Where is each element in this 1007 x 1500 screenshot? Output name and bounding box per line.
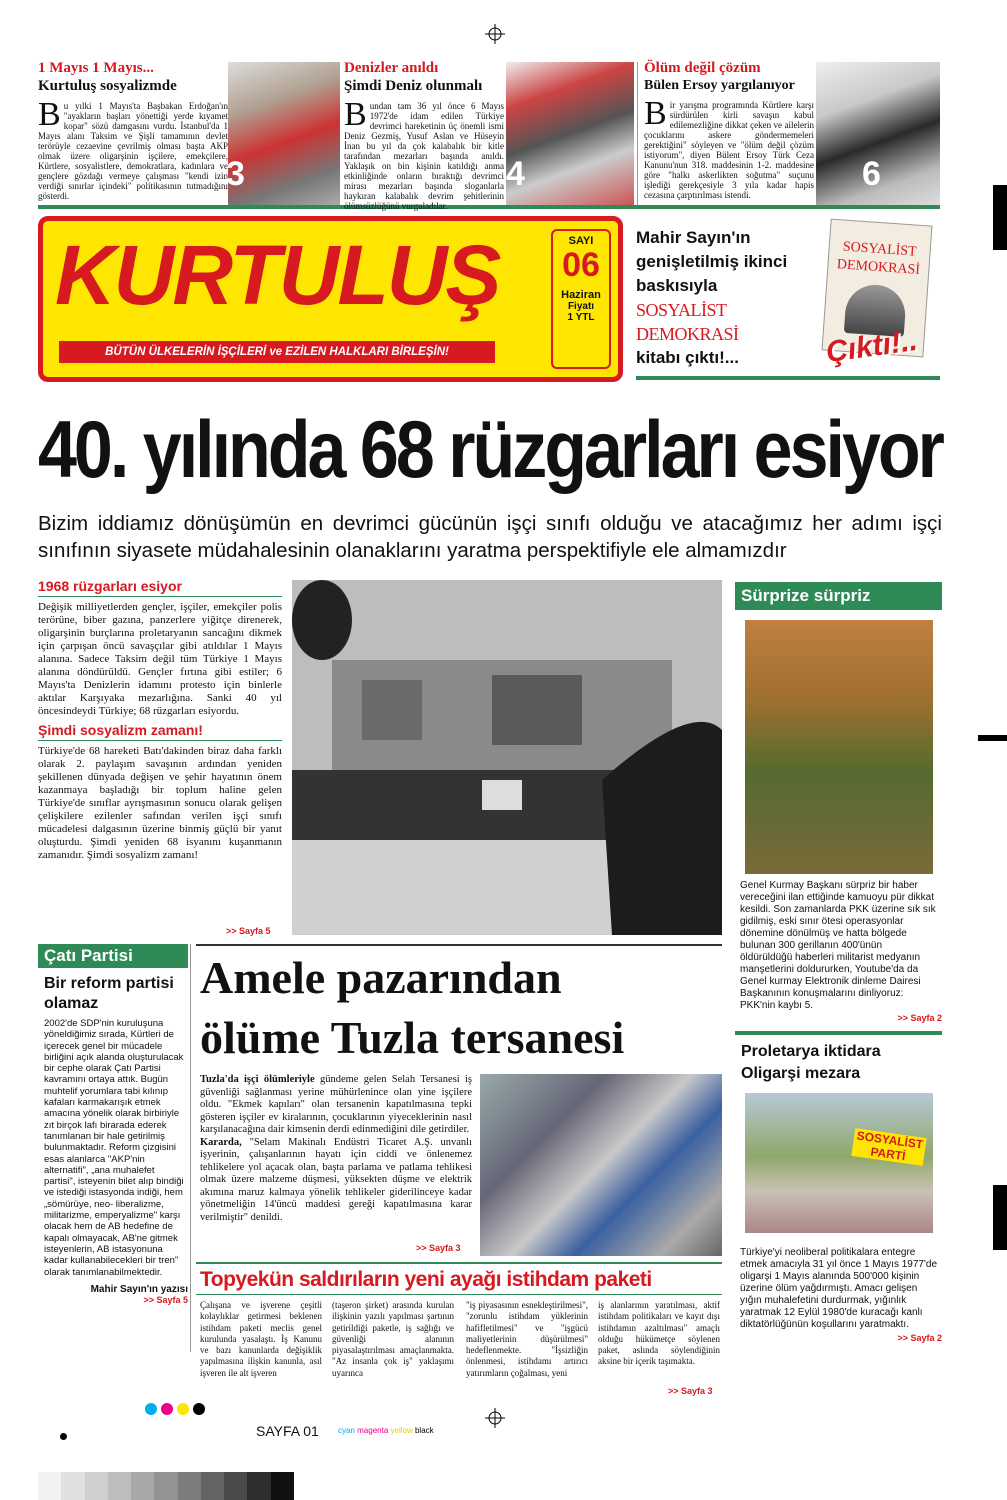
gray-step [61,1472,84,1500]
gray-step [178,1472,201,1500]
book-cikti: Çıktı!.. [824,323,920,370]
book-ad-line4: kitabı çıktı!... [636,348,739,367]
issue-label: SAYI [568,235,594,247]
gray-step [247,1472,270,1500]
istihdam-ref[interactable]: >> Sayfa 3 [668,1386,713,1396]
teaser-2-title: Denizler anıldı [344,60,439,76]
dot-magenta [161,1403,173,1415]
book-ad-line2: genişletilmiş ikinci [636,252,788,271]
tuzla-text: Tuzla'da işçi ölümleriyle gündeme gelen Selah Tersanesi iş güvenliği sağlanması yerine mühürlenince olan yine işçilere oldu. "Ekmek kapıları" olan tersanenin kapatılmasına tepki gösteren işçiler ev kiralarının, çocuklarının yiyeceklerinin nasıl karşılanacağına dair kimsenin derdi edinmediğini dile getirdiler. Kararda, "Selam Makinalı Endüstri Ticaret A.Ş. unvanlı işyerinin, çalışanlarının hayatı için ciddi ve önlenemez tehlikelere yol açacak olan, başta parlama ve patlama tehlikesi olmak üzere malzeme düşmesi, yüksekten düşme ve elektrik akımına maruz kalmaya yönelik tehlikeler giderilinceye kadar yönetmeliğin 14'üncü maddesi gereği kapatılmasına karar verilmiştir" denildi. [200,1074,473,1223]
teaser-3-subtitle: Bülen Ersoy yargılanıyor [644,78,795,93]
istihdam-col4: iş alanlarının yaratılması, aktif istihdam politikaları ve kayıt dışı istihdamın azaltılması" amaçlı olduğu hükümetçe söylenen paket, aslında söylendiğinin aksine bir içerik taşımakta. [598,1300,720,1367]
istihdam-underline [196,1294,722,1295]
book-ad-line3: baskısıyla [636,276,718,295]
left-ref[interactable]: >> Sayfa 5 [226,926,271,936]
right-box-surprise [735,582,942,1352]
right-photo-banner: SOSYALİST PARTİ [851,1128,926,1166]
right-photo-1 [745,620,933,874]
issue-month: Haziran [561,289,601,301]
istihdam-col3: "iş piyasasının esnekleştirilmesi", "zorunlu istihdam yüklerinin hafifletilmesi" ve "işgücü maliyetlerinin düşürülmesi" hedeflenmekte. "İşsizliğin önlenmesi, istihdamı artırıcı yatırımların çoğalması, yeni [466,1300,588,1378]
teaser-3-title: Ölüm değil çözüm [644,60,761,76]
right-ref1[interactable]: >> Sayfa 2 [897,1013,942,1023]
color-dots [145,1402,215,1416]
cati-sub: Bir reform partisi olamaz [44,975,174,1012]
tuzla-bottom-line [196,1262,722,1264]
footer-magenta: magenta [357,1426,389,1435]
tuzla-h1: Amele pazarından [200,952,562,1003]
bullet-dot [60,1433,67,1440]
footer-colors [338,1426,434,1435]
footer-cyan: cyan [338,1426,355,1435]
istihdam-col2: (taşeron şirket) arasında kurulan ilişkinin yazılı yapılması şartının getirildiği paketle, iş sağlığı ve güvenliği alanının piyasalaştırılması amaçlanmakta. "Az insanla çok iş" yaklaşımı uyarınca [332,1300,454,1378]
teaser-2-text: Bundan tam 36 yıl önce 6 Mayıs 1972'de idam edilen Türkiye devrimci hareketinin üç önemli ismi Deniz Gezmiş, Yusuf Aslan ve Hüseyin İnan bu yıl da çok kalabalık bir kitle tarafından mezarları başında anıldı. Yaklaşık on bin kişinin katıldığı anma etkinliğinde onların bıraktığı devrimci mirası mezarları başında sloganlarla haykıran kalabalık devrim şehitlerinin ölümsüzlüğünü vurguladılar. [344,96,504,211]
right-ref2[interactable]: >> Sayfa 2 [897,1333,942,1343]
teaser-1-subtitle: Kurtuluş sosyalizmde [38,78,177,94]
right-h2b: Oligarşi mezara [741,1065,861,1082]
teaser-box-3[interactable] [644,60,814,205]
istihdam-col1: Çalışana ve işverene çeşitli kolaylıklar getirmesi beklenen istihdam paketi meclis genel kurulunda yasalaştı. İş Kanunu ve bazı kanunlarda değişiklik yapılmasına ilişkin kanunla, asıl işveren ile alt işveren [200,1300,322,1378]
left-t2: Türkiye'de 68 hareketi Batı'dakinden biraz daha farklı olarak 2. paylaşım savaşının ardından yeniden şekillenen dünyada değişen ve şehir hayatının önem kazanmaya başladığı bir toplum haline gelen Türkiye'de sınıflar ayrışmasının sonucu olarak gelişen çelişkilere ezilenler safından verilen işçi sınıfı mücadelesi dalgasının üzerine binmiş güçlü bir yanıt oluşturdu. Şimdi yeniden 68 isyanını kuşanmanın zamanıdır. Şimdi sosyalizm zamanı! [38,745,282,861]
gray-step [38,1472,61,1500]
right-divider [735,1031,942,1035]
gray-step [271,1472,294,1500]
crop-mark-right-2 [978,735,1007,741]
gray-step [201,1472,224,1500]
gray-step [154,1472,177,1500]
right-t1: Genel Kurmay Başkanı sürpriz bir haber vereceğini ilan ettiğinde kamuoyu pür dikkat kesildi. Son zamanlarda PKK üzerine sık sık gidilmiş, eski sınır ötesi operasyonlar dönemine dönülmüş ve hatta bölgede bulunan 300 gerillanın 400'ünün öldürüldüğü haberleri militarist medyanın manşetlerini doldururken, Youtube'da da Genel kurmay Elektronik dinleme Dairesi Başkanının konuşmalarını dinliyoruz: PKK'nin kaybı 5. [740,880,936,1011]
teaser-2-page-number: 4 [506,155,525,193]
price: 1 YTL [567,312,595,323]
teaser-divider [637,62,638,205]
masthead [38,216,623,382]
issue-box [551,229,611,369]
dot-yellow [177,1403,189,1415]
book-ad-line1: Mahir Sayın'ın [636,228,751,247]
crop-mark-right-1 [993,185,1007,250]
right-photo-2 [745,1093,933,1233]
main-headline: 40. yılında 68 rüzgarları esiyor [38,404,942,495]
book-cover-title: SOSYALİST DEMOKRASİ [836,239,921,278]
teaser-1-text: Bu yılki 1 Mayıs'ta Başbakan Erdoğan'ın "ayakların başları yönettiği yerde kıyamet kopar" sözü damgasını vurdu. İstanbul'da 1 Mayıs alanı Taksim ve Şişli tamamının devlet terörüyle cezaevine çevrilmiş olması başta AKP olmak üzere oligarşinin işçilere, emekçilere, Kürtlere, sosyalistlere, demokratlara, kadınlara ve gençlere gözdağı vermeye çalışması "kendi izin verdiği sınırlar içindeki" politikasının tutmadığını gösterdi. [38,96,228,201]
tuzla-ref[interactable]: >> Sayfa 3 [416,1243,461,1253]
gray-step [85,1472,108,1500]
dot-cyan [145,1403,157,1415]
cati-ref[interactable]: >> Sayfa 5 [143,1294,188,1305]
gray-step [224,1472,247,1500]
cati-h: Çatı Partisi [38,944,188,968]
main-photo-1968 [292,580,722,935]
cati-divider [190,944,191,1352]
teaser-3-text: Bir yarışma programında Kürtlere karşı sürdürülen kirli savaşın kabul edilemezliğine dikkat çeken ve ailelerin çocuklarını askere göndermemeleri gerektiğini" söyleyen ve "ölüm değil çözüm istiyorum", diyen Bülent Ersoy Türk Ceza Kanunu'nun 318. maddesinin 1-2. maddesine göre "halkı askerlikten soğutma" suçunu işlediği gerekçesiyle 3 yıla kadar hapis cezasına çarptırılması istendi. [644,95,814,200]
teaser-box-1[interactable] [38,60,228,205]
right-t2: Türkiye'yi neoliberal politikalara entegre etmek amacıyla 31 yıl önce 1 Mayıs 1977'de oligarşi 1 Mayıs alanında 500'000 kişinin üzerine ölüm yağdırmıştı. Amacı gelişen yığın muhalefetini durdurmak, yığınlık yaratmak 12 Eylül 1980'de kuracağı kanlı diktatörlüğünün koşullarını yaratmaktı. [740,1247,938,1330]
right-h2a: Proletarya iktidara [741,1043,881,1060]
right-h1: Sürprize sürpriz [735,582,942,610]
masthead-slogan: BÜTÜN ÜLKELERİN İŞÇİLERİ ve EZİLEN HALKLARI BİRLEŞİN! [59,341,495,363]
book-ad-green-line [636,376,940,380]
footer-yellow: yellow [390,1426,413,1435]
book-ad[interactable] [636,226,816,376]
registration-mark-top [485,24,505,44]
teaser-1-title: 1 Mayıs 1 Mayıs... [38,60,154,76]
footer-page: SAYFA 01 [256,1423,319,1439]
tuzla-h2: ölüme Tuzla tersanesi [200,1012,625,1063]
teaser-2-photo [506,62,634,205]
crop-mark-right-3 [993,1185,1007,1250]
sub-headline: Bizim iddiamız dönüşümün en devrimci gücünün işçi sınıfı olduğu ve atacağımız her adımı işçi sınıfının siyasete müdahalesinin olanaklarını yaratma perspektifiyle ele almamızdır [38,512,942,562]
cati-box [38,944,188,1352]
teaser-3-page-number: 6 [862,155,881,193]
masthead-logo: KURTULUŞ [55,228,500,322]
footer-black: black [414,1426,434,1435]
price-label: Fiyatı [567,301,595,312]
gray-scale-bar [38,1472,294,1500]
tuzla-top-line [196,944,722,946]
left-h1: 1968 rüzgarları esiyor [38,578,282,597]
gray-step [131,1472,154,1500]
teaser-box-2[interactable] [344,60,504,211]
istihdam-h: Topyekün saldırıların yeni ayağı istihdam paketi [200,1268,652,1291]
teaser-2-subtitle: Şimdi Deniz olunmalı [344,78,483,94]
gray-step [108,1472,131,1500]
left-h2: Şimdi sosyalizm zamanı! [38,722,282,741]
dot-black [193,1403,205,1415]
tuzla-photo [480,1074,722,1256]
cati-author: Mahir Sayın'ın yazısı [90,1283,188,1295]
cati-text: 2002'de SDP'nin kuruluşuna yöneldiğimiz sırada, Kürtleri de içerecek genel bir mücadele birliğini açık alanda oluşturulacak bir cephe olarak Çatı Partisi kavramını ortaya attık. Bugün muhtelif yorumlara tabi kılınıp kafaları karmakarışık etmek amacına yönelik olarak birbiriyle zıt birçok lafı birarada ederek tanımlanan bir hale getirilmiş bulunmaktadır. Reform çizgisini esas alanlarca "AKP'nin alternatifi", „ana muhalefet partisi", isteyenin bilet alıp bindiği ve istediği istasyonda indiği, hem „sömürüye, neo- liberalizme, militarizme, emperyalizme" karşı olacak hem de AB hedefine de kapalı olmayacak, AB'ne gitmek isteyenlerin, AB istasyonuna kadar kullanabilecekleri bir tren" olarak tanımlanabilmektedir. [44,1018,184,1278]
issue-number: 06 [562,246,600,284]
left-column [38,578,282,938]
left-t1: Değişik milliyetlerden gençler, işçiler, emekçiler polis terörüne, biber gazına, panzerlere yiğitçe direnerek, oligarşinin burçlarına proletaryanın sancağını dikmek için çarpışan öncü savaşçılar gibi atıldılar 1 Mayıs alanına. Sadece Taksim değil tüm Türkiye 1 Mayıs alanına döndürüldü. Gençler fırtına gibi estiler; 6 Mayıs'ta Denizlerin idamını protesto için binlerle aktılar Karşıyaka mezarlığına. Sanki 40 yıl öncesindeydi Türkiye; 68 rüzgarları esiyordu. [38,601,282,717]
teaser-1-page-number: 3 [226,155,245,193]
book-ad-title: SOSYALİST DEMOKRASİ [636,300,739,344]
registration-mark-bottom [485,1408,505,1428]
